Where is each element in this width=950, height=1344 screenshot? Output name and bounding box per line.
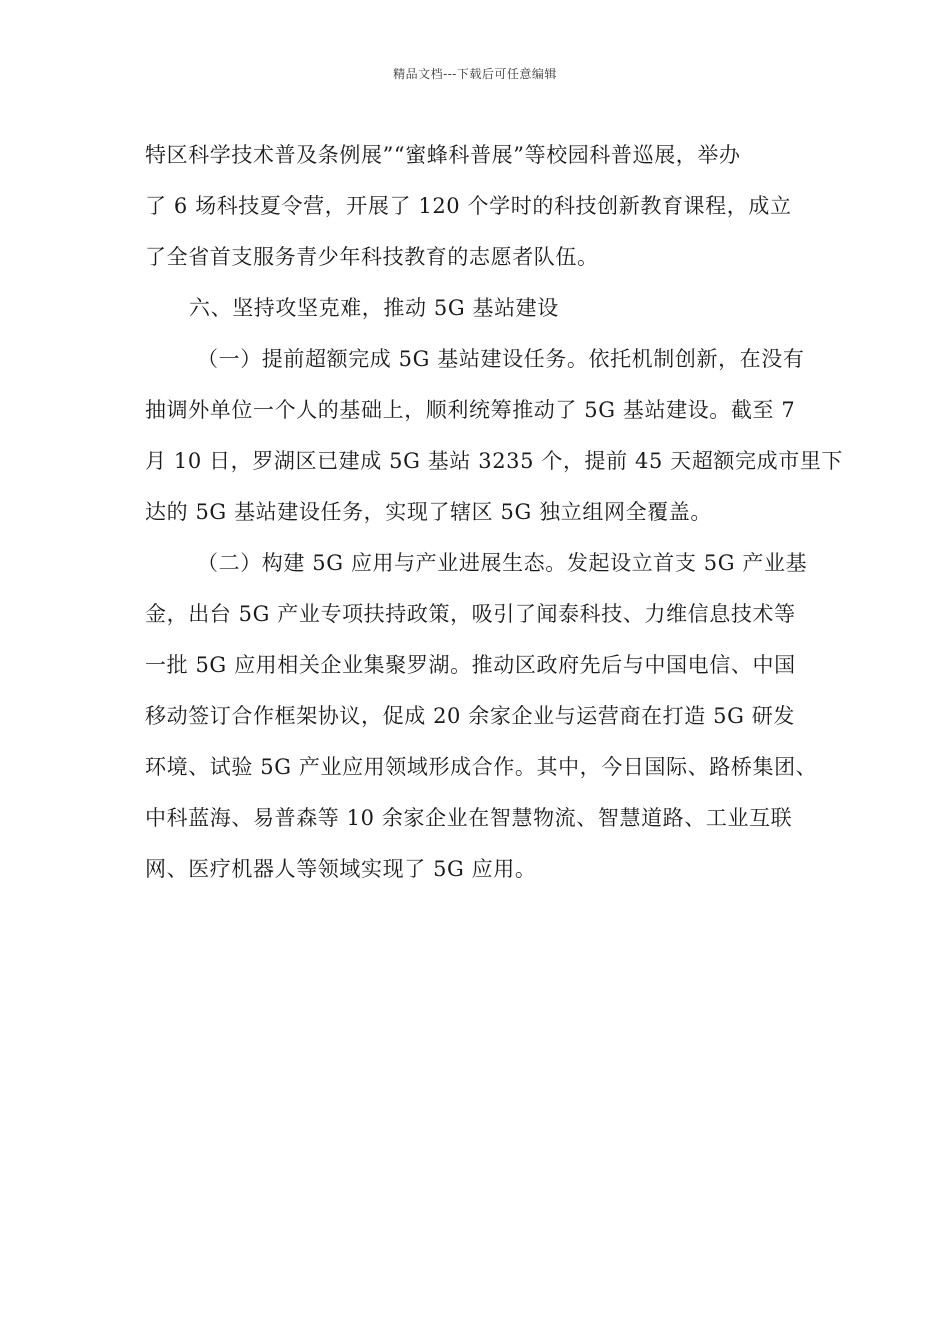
text-line: 抽调外单位一个人的基础上，顺利统筹推动了 5G 基站建设。截至 7 bbox=[145, 398, 796, 422]
section-heading: 六、坚持攻坚克难，推动 5G 基站建设 bbox=[189, 296, 559, 320]
paragraph-start: （二）构建 5G 应用与产业进展生态。发起设立首支 5G 产业基 bbox=[197, 551, 808, 575]
text-line: 中科蓝海、易普森等 10 余家企业在智慧物流、智慧道路、工业互联 bbox=[145, 806, 793, 830]
paragraph-start: （一）提前超额完成 5G 基站建设任务。依托机制创新，在没有 bbox=[197, 347, 805, 371]
text-line: 环境、试验 5G 产业应用领域形成合作。其中，今日国际、路桥集团、 bbox=[145, 755, 818, 779]
text-line: 移动签订合作框架协议，促成 20 余家企业与运营商在打造 5G 研发 bbox=[145, 704, 795, 728]
text-line: 网、医疗机器人等领域实现了 5G 应用。 bbox=[145, 857, 537, 881]
text-line: 金，出台 5G 产业专项扶持政策，吸引了闻泰科技、力维信息技术等 bbox=[145, 602, 796, 626]
document-body bbox=[145, 130, 844, 895]
text-line: 一批 5G 应用相关企业集聚罗湖。推动区政府先后与中国电信、中国 bbox=[145, 653, 796, 677]
page-header: 精品文档---下载后可任意编辑 bbox=[393, 67, 557, 81]
text-line: 特区科学技术普及条例展”“蜜蜂科普展”等校园科普巡展，举办 bbox=[145, 143, 741, 167]
text-line: 达的 5G 基站建设任务，实现了辖区 5G 独立组网全覆盖。 bbox=[145, 500, 712, 524]
text-line: 了全省首支服务青少年科技教育的志愿者队伍。 bbox=[145, 245, 599, 269]
text-line: 月 10 日，罗湖区已建成 5G 基站 3235 个，提前 45 天超额完成市里下 bbox=[145, 449, 844, 473]
text-line: 了 6 场科技夏令营，开展了 120 个学时的科技创新教育课程，成立 bbox=[145, 194, 792, 218]
